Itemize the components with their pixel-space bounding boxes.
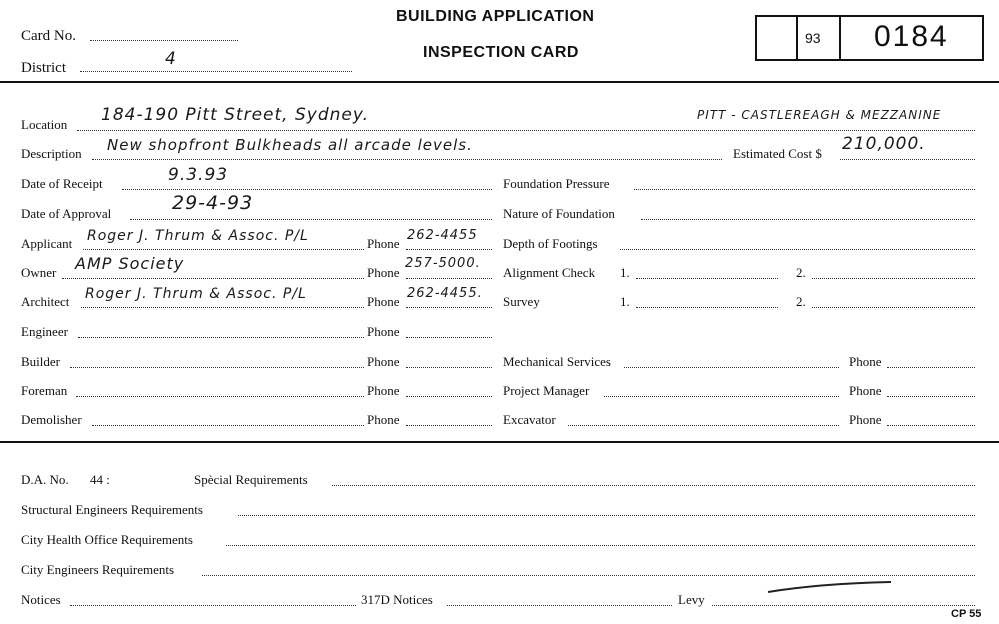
card-year: 93: [805, 30, 821, 46]
card-no-field[interactable]: [90, 40, 238, 41]
project-manager-phone-label: Phone: [849, 383, 882, 398]
structural-req-field[interactable]: [238, 515, 975, 516]
alignment-2-label: 2.: [796, 265, 806, 280]
foreman-field[interactable]: [76, 396, 364, 397]
levy-pen-stroke: [765, 578, 895, 596]
survey-2-label: 2.: [796, 294, 806, 309]
location-field[interactable]: [77, 130, 975, 131]
mechanical-phone-label: Phone: [849, 354, 882, 369]
mechanical-phone-field[interactable]: [887, 367, 975, 368]
alignment-1-field[interactable]: [636, 278, 778, 279]
mechanical-field[interactable]: [624, 367, 839, 368]
date-approval-field[interactable]: [130, 219, 492, 220]
architect-phone-field[interactable]: [406, 307, 492, 308]
district-label: District: [21, 60, 66, 76]
foreman-phone-label: Phone: [367, 383, 400, 398]
applicant-value: Roger J. Thrum & Assoc. P/L: [87, 228, 309, 244]
card-number-box: [755, 15, 984, 61]
district-value: 4: [165, 49, 177, 69]
header-divider: [0, 81, 999, 83]
form-title: BUILDING APPLICATION: [396, 8, 595, 25]
notices-317d-field[interactable]: [447, 605, 672, 606]
applicant-label: Applicant: [21, 236, 73, 251]
project-manager-phone-field[interactable]: [887, 396, 975, 397]
engineer-label: Engineer: [21, 324, 68, 339]
date-receipt-label: Date of Receipt: [21, 176, 103, 191]
special-req-field[interactable]: [332, 485, 975, 486]
builder-field[interactable]: [70, 367, 364, 368]
nature-foundation-label: Nature of Foundation: [503, 206, 615, 221]
excavator-phone-label: Phone: [849, 412, 882, 427]
health-req-label: City Health Office Requirements: [21, 532, 193, 547]
levy-field[interactable]: [712, 605, 975, 606]
foreman-label: Foreman: [21, 383, 68, 398]
depth-footings-label: Depth of Footings: [503, 236, 598, 251]
excavator-label: Excavator: [503, 412, 556, 427]
architect-phone-value: 262-4455.: [407, 286, 483, 301]
health-req-field[interactable]: [226, 545, 975, 546]
form-subtitle: INSPECTION CARD: [423, 44, 579, 61]
architect-value: Roger J. Thrum & Assoc. P/L: [85, 286, 307, 302]
owner-phone-field[interactable]: [406, 278, 492, 279]
location-label: Location: [21, 117, 68, 132]
builder-phone-label: Phone: [367, 354, 400, 369]
alignment-1-label: 1.: [620, 265, 630, 280]
city-eng-req-label: City Engineers Requirements: [21, 562, 175, 577]
estimated-cost-label: Estimated Cost $: [733, 146, 822, 161]
owner-label: Owner: [21, 265, 57, 280]
alignment-check-label: Alignment Check: [503, 265, 596, 280]
estimated-cost-value: 210,000.: [842, 134, 926, 154]
notices-label: Notices: [21, 592, 61, 607]
special-req-label: Spècial Requirements: [194, 472, 308, 487]
builder-label: Builder: [21, 354, 60, 369]
description-label: Description: [21, 146, 82, 161]
owner-phone-label: Phone: [367, 265, 400, 280]
alignment-2-field[interactable]: [812, 278, 975, 279]
card-no-label: Card No.: [21, 28, 76, 44]
structural-req-label: Structural Engineers Requirements: [21, 502, 203, 517]
survey-1-label: 1.: [620, 294, 630, 309]
owner-value: AMP Society: [75, 254, 185, 273]
levy-label: Levy: [678, 592, 705, 607]
builder-phone-field[interactable]: [406, 367, 492, 368]
applicant-phone-field[interactable]: [406, 249, 492, 250]
date-receipt-value: 9.3.93: [168, 165, 229, 185]
demolisher-phone-label: Phone: [367, 412, 400, 427]
notices-field[interactable]: [70, 605, 356, 606]
demolisher-field[interactable]: [92, 425, 364, 426]
excavator-phone-field[interactable]: [887, 425, 975, 426]
city-eng-req-field[interactable]: [202, 575, 975, 576]
applicant-phone-value: 262-4455: [407, 228, 478, 243]
date-approval-value: 29-4-93: [172, 192, 254, 214]
section-divider: [0, 441, 999, 443]
excavator-field[interactable]: [568, 425, 839, 426]
applicant-phone-label: Phone: [367, 236, 400, 251]
location-value: 184-190 Pitt Street, Sydney.: [101, 105, 370, 125]
mechanical-label: Mechanical Services: [503, 354, 611, 369]
architect-phone-label: Phone: [367, 294, 400, 309]
depth-footings-field[interactable]: [620, 249, 975, 250]
da-no-value: 44 :: [90, 472, 110, 487]
survey-2-field[interactable]: [812, 307, 975, 308]
description-field[interactable]: [92, 159, 722, 160]
description-value: New shopfront Bulkheads all arcade levels.: [107, 136, 473, 154]
date-approval-label: Date of Approval: [21, 206, 112, 221]
applicant-field[interactable]: [83, 249, 364, 250]
demolisher-label: Demolisher: [21, 412, 82, 427]
demolisher-phone-field[interactable]: [406, 425, 492, 426]
survey-label: Survey: [503, 294, 540, 309]
engineer-field[interactable]: [78, 337, 364, 338]
owner-field[interactable]: [62, 278, 364, 279]
nature-foundation-field[interactable]: [641, 219, 975, 220]
da-no-label: D.A. No.: [21, 472, 69, 487]
engineer-phone-field[interactable]: [406, 337, 492, 338]
survey-1-field[interactable]: [636, 307, 778, 308]
architect-field[interactable]: [81, 307, 364, 308]
card-number: 0184: [874, 20, 949, 53]
project-manager-field[interactable]: [604, 396, 839, 397]
district-field[interactable]: [80, 71, 352, 72]
foreman-phone-field[interactable]: [406, 396, 492, 397]
foundation-pressure-field[interactable]: [634, 189, 975, 190]
architect-label: Architect: [21, 294, 70, 309]
form-code: CP 55: [951, 608, 982, 620]
estimated-cost-field[interactable]: [840, 159, 975, 160]
location-note: PITT - CASTLEREAGH & MEZZANINE: [697, 108, 942, 122]
owner-phone-value: 257-5000.: [405, 256, 481, 271]
date-receipt-field[interactable]: [122, 189, 492, 190]
engineer-phone-label: Phone: [367, 324, 400, 339]
foundation-pressure-label: Foundation Pressure: [503, 176, 610, 191]
project-manager-label: Project Manager: [503, 383, 590, 398]
notices-317d-label: 317D Notices: [361, 592, 433, 607]
